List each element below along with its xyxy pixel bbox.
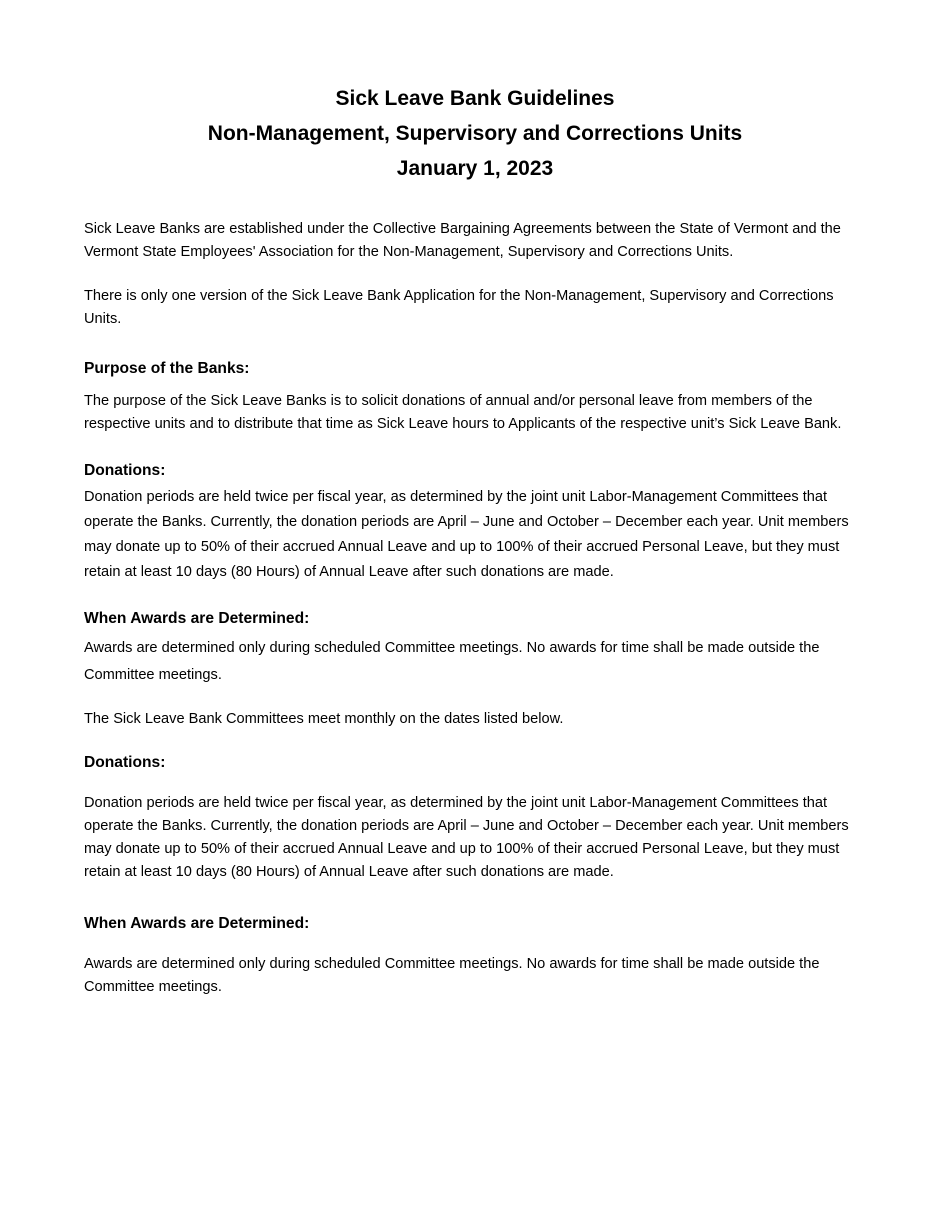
awards-paragraph-1: Awards are determined only during scheduled Committee meetings. No awards for time shall be made outside the Committee meetings. bbox=[84, 640, 820, 683]
donations-heading-1: Donations: bbox=[84, 462, 166, 479]
donations-heading-2: Donations: bbox=[84, 754, 166, 771]
document-title: Sick Leave Bank Guidelines bbox=[335, 87, 615, 110]
donations-paragraph-2: Donation periods are held twice per fiscal year, as determined by the joint unit Labor-Management Committees that operate the Banks. Currently, the donation periods are April – June and October – December each year. Unit members may donate up to 50% of their accrued Annual Leave and up to 100% of their accrued Personal Leave, but they must retain at least 10 days (80 Hours) of Annual Leave after such donations are made. bbox=[84, 795, 849, 880]
purpose-paragraph: The purpose of the Sick Leave Banks is to solicit donations of annual and/or personal leave from members of the respective units and to distribute that time as Sick Leave hours to Applicants of the respective unit’s Sick Leave Bank. bbox=[84, 393, 842, 432]
awards-heading-2: When Awards are Determined: bbox=[84, 915, 310, 932]
document-subtitle: Non-Management, Supervisory and Corrections Units bbox=[207, 122, 743, 145]
purpose-heading: Purpose of the Banks: bbox=[84, 360, 250, 377]
awards-paragraph-2: Awards are determined only during scheduled Committee meetings. No awards for time shall be made outside the Committee meetings. bbox=[84, 956, 820, 995]
awards-heading-1: When Awards are Determined: bbox=[84, 610, 310, 627]
intro-paragraph-1: Sick Leave Banks are established under the Collective Bargaining Agreements between the State of Vermont and the Vermont State Employees' Association for the Non-Management, Supervisory and Corrections Units. bbox=[84, 221, 841, 260]
donations-paragraph-1: Donation periods are held twice per fiscal year, as determined by the joint unit Labor-Management Committees that operate the Banks. Currently, the donation periods are April – June and October – December each year. Unit members may donate up to 50% of their accrued Annual Leave and up to 100% of their accrued Personal Leave, but they must retain at least 10 days (80 Hours) of Annual Leave after such donations are made. bbox=[84, 489, 849, 580]
intro-paragraph-2: There is only one version of the Sick Leave Bank Application for the Non-Management, Supervisory and Corrections Units. bbox=[84, 288, 834, 327]
committee-paragraph: The Sick Leave Bank Committees meet monthly on the dates listed below. bbox=[84, 711, 564, 727]
document-date: January 1, 2023 bbox=[396, 157, 554, 180]
